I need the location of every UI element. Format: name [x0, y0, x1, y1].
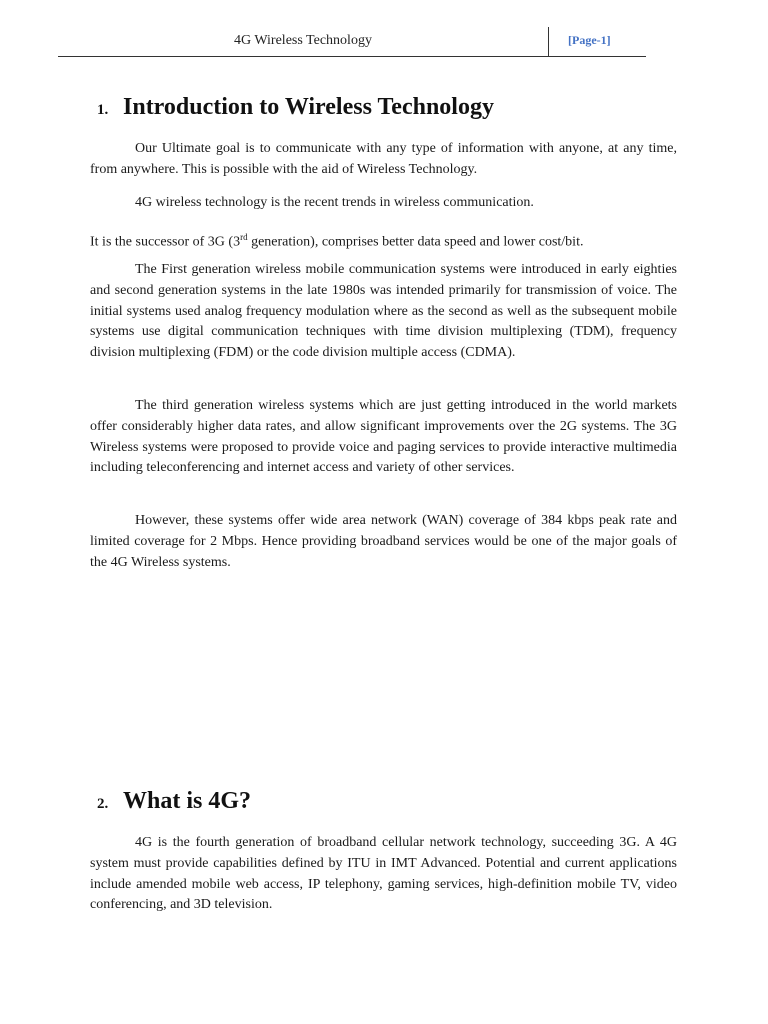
superscript: rd: [240, 232, 248, 242]
section-heading-introduction: [97, 94, 494, 121]
header-rule: [58, 56, 646, 57]
paragraph: 4G is the fourth generation of broadband cellular network technology, succeeding 3G. A 4G system must provide capabilities defined by ITU in IMT Advanced. Potential and current applications include amended mobile web access, IP telephony, gaming services, high-definition mobile TV, video conferencing, and 3D television.: [90, 835, 677, 913]
paragraph: 4G wireless technology is the recent trends in wireless communication.: [135, 195, 534, 210]
section-title: Introduction to Wireless Technology: [123, 94, 494, 120]
paragraph: The First generation wireless mobile communication systems were introduced in early eighties and second generation systems in the late 1980s was intended primarily for transmission of voice. The initial systems used analog frequency modulation where as the second as well as the subsequent mobile systems use digital communication techniques with time division multiplexing (TDM), frequency division multiplexing (FDM) or the code division multiple access (CDMA).: [90, 262, 677, 361]
paragraph-text: generation), comprises better data speed and lower cost/bit.: [247, 234, 584, 250]
paragraph: Our Ultimate goal is to communicate with any type of information with anyone, at any time, from anywhere. This is possible with the aid of Wireless Technology.: [90, 141, 677, 177]
section-number: 1.: [97, 102, 109, 118]
page-header: [0, 0, 768, 60]
paragraph-successor: [90, 227, 677, 253]
header-divider: [548, 27, 549, 56]
paragraph: The third generation wireless systems which are just getting introduced in the world markets offer considerably higher data rates, and allow significant improvements over the 2G systems. The 3G Wireless systems were proposed to provide voice and paging services to provide interactive multimedia including teleconferencing and internet access and variety of other services.: [90, 398, 677, 476]
paragraph-text: It is the successor of 3G (3: [90, 234, 241, 250]
paragraph: However, these systems offer wide area network (WAN) coverage of 384 kbps peak rate and limited coverage for 2 Mbps. Hence providing broadband services would be one of the major goals of the 4G Wireless systems.: [90, 513, 677, 570]
header-title: 4G Wireless Technology: [234, 33, 372, 48]
section-heading-what-is-4g: [97, 788, 251, 815]
page-number: [Page-1]: [568, 33, 611, 47]
section-number: 2.: [97, 796, 109, 812]
section-title: What is 4G?: [123, 788, 252, 814]
